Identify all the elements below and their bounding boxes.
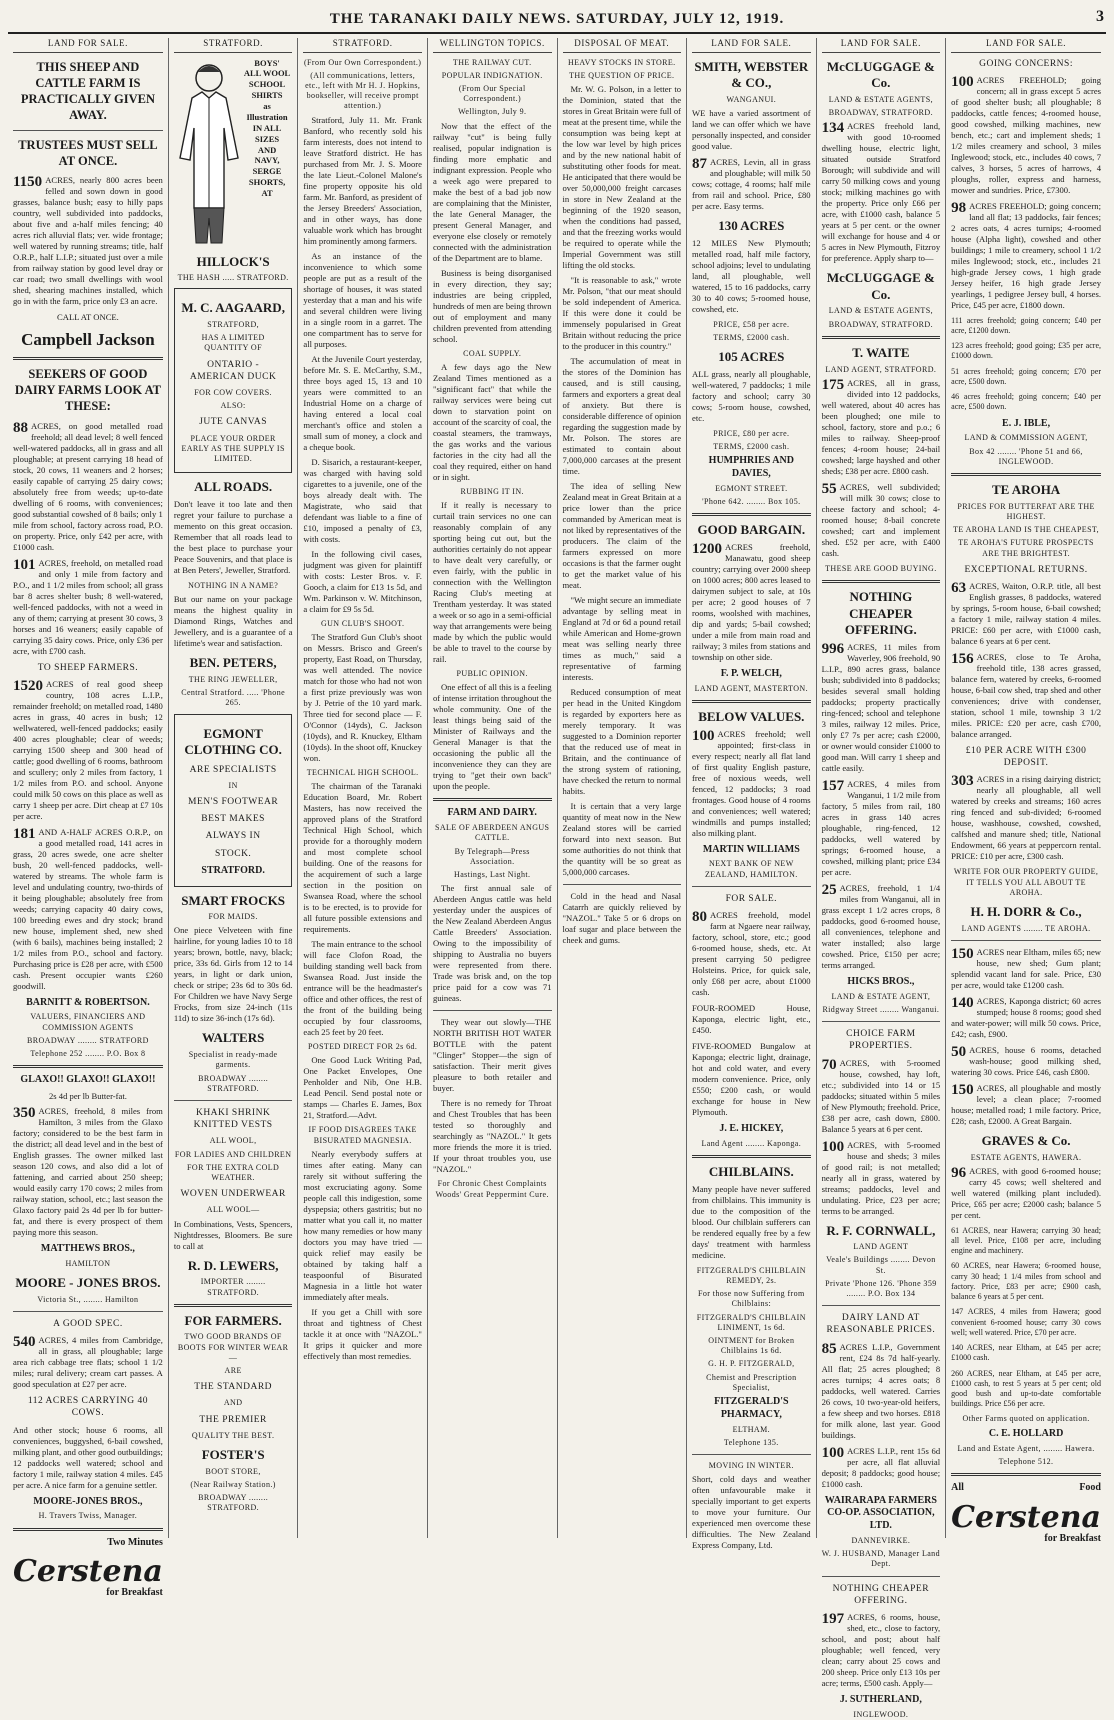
column-3 bbox=[298, 38, 428, 1538]
news-paragraph: If it really is necessary to curtail train services no one can reasonably complain of any sporting being cut out, but the authorities certainly do not appear to have dealt very carefully, or even fairly, with the public in connection with the Wellington Racing Club's meeting at Trentham yesterday. It was stated a week or so ago in a semi-official way that arrangements were being made by which the public would be able to travel to the course by rail. bbox=[432, 500, 552, 665]
firm-address: BROADWAY ........ STRATFORD. bbox=[198, 1073, 269, 1093]
ad-heading: NOTHING CHEAPER OFFERING. bbox=[844, 589, 917, 638]
byline: (From Our Own Correspondent.) bbox=[303, 57, 422, 67]
firm-address: INGLEWOOD. bbox=[853, 1709, 909, 1719]
ad-heading: TRUSTEES MUST SELL AT ONCE. bbox=[18, 137, 158, 168]
firm-name: WAIRARAPA FARMERS CO-OP. ASSOCIATION, LTD. bbox=[824, 1494, 937, 1532]
ad-line: AND bbox=[223, 1398, 243, 1408]
section-heading: SALE OF ABERDEEN ANGUS CATTLE. bbox=[435, 823, 550, 843]
listing: 996 ACRES, 11 miles from Waverley, 906 freehold, 90 L.I.P., 890 acres grass, balance bush; subdivided into 8 paddocks; besides several small holding paddocks; property practically ring-fenced; school and telephone 3 miles, railway 12 miles. Price, only £7 7s per acre; cash £2000, or owner would consider £1000 to good man. Will carry 1 sheep and cattle easily. bbox=[821, 640, 941, 773]
section-heading: HEAVY STOCKS IN STORE. bbox=[567, 57, 676, 67]
shirt-ad bbox=[174, 58, 293, 248]
listing: 150 ACRES near Eltham, miles 65; new house, new shed; Gum plant; splendid vacant land for sale. Price, £30 per acre, would take £1200 cash. bbox=[951, 945, 1101, 990]
listing-text: 111 acres freehold; going concern; £40 per acre, £1200 down. bbox=[951, 315, 1101, 335]
firm-subtitle: ESTATE AGENTS, HAWERA. bbox=[970, 1152, 1082, 1162]
ad-tagline: Two Minutes bbox=[107, 1536, 163, 1548]
firm-address: BROADWAY ........ STRATFORD bbox=[27, 1035, 149, 1045]
firm-name: R. F. CORNWALL, bbox=[826, 1222, 936, 1238]
ad-line: OINTMENT for Broken Chilblains 1s 6d. bbox=[708, 1336, 795, 1356]
news-paragraph: Nearly everybody suffers at times after eating. Many can rarely sit without suffering the most excruciating agony. Some people call this indigestion, some dyspepsia; others gastritis; but no matter what you call it, no matter how many remedies or how many doctors you may have tried — quick relief may easily be obtained by taking half a teaspoonful of Bisurated Magnesia in a little hot water immediately after meals. bbox=[303, 1148, 422, 1302]
news-paragraph: The accumulation of meat in the stores of the Dominion has caused, and is still causing, farmers and exporters a great deal of anxiety. But there is considerable difference of opinion regarding the suggestion made by Mr. Polson. The stores are estimated to contain about 7,000,000 carcases at the present time. bbox=[562, 355, 682, 476]
news-paragraph: In the following civil cases, judgment was given for plaintiff with costs: Lester Bros. v. F. Gooch, a claim for £13 1s 5d, and Wm. Parkinson v. W. Mitchinson, a claim for £9 5s 5d. bbox=[303, 548, 422, 614]
news-paragraph: D. Sisarich, a restaurant-keeper, was charged with having sold cigarettes to a juvenile, one of the boys already dealt with. The Magistrate, who said that defendant was liable to a fine of £10, imposed a penalty of £3, with costs. bbox=[303, 456, 422, 544]
cerstena-ad bbox=[13, 1537, 163, 1601]
listing: 134 ACRES freehold land, with good 10-roomed dwelling house, electric light, situated outside Stratford Borough; will subdivide and will carry 50 milking cows and young stock; milking machines go with the property. Price only £66 per acre, with £1000 cash, balance 5 years at 5 per cent. or the owner will exchange for house and 4 or 5 acres in New Plymouth, Fitzroy for preference. Apply sharp to— bbox=[821, 120, 941, 264]
shirt-ad-text: BOYS' ALL WOOL SCHOOL SHIRTS as Illustration IN ALL SIZES AND NAVY, SERGE SHORTS, AT bbox=[243, 57, 291, 199]
firm-subtitle: Land and Estate Agent, ........ Hawera. bbox=[957, 1443, 1095, 1453]
firm-address: BROADWAY ........ STRATFORD. bbox=[198, 1493, 269, 1513]
ad-heading: CHILBLAINS. bbox=[708, 1163, 794, 1179]
firm-address: BROADWAY, STRATFORD. bbox=[828, 108, 933, 117]
ad-line: ALL WOOL— bbox=[206, 1205, 260, 1215]
news-paragraph: "It is reasonable to ask," wrote Mr. Polson, "that our meat should be sold independent of America. If this were done it could be immensely popularised in Great Britain without reducing the price to the producer in this country." bbox=[562, 274, 682, 351]
listing: 100 ACRES, with 5-roomed house and sheds; 3 miles of good rail; is not metalled; nearly all in grass, watered by streams; paddocks, level and undulating. Price, £23 per acre; terms to be arranged. bbox=[821, 1138, 941, 1216]
cerstena-logo: Cerstena bbox=[951, 1499, 1101, 1535]
ad-heading: TO SHEEP FARMERS. bbox=[37, 662, 139, 673]
ad-line: PRICES FOR BUTTERFAT ARE THE HIGHEST. bbox=[957, 501, 1095, 521]
ad-heading: 130 ACRES bbox=[718, 218, 785, 233]
firm-subtitle: VALUERS, FINANCIERS AND COMMISSION AGENTS bbox=[30, 1012, 146, 1032]
ad-heading: 112 ACRES CARRYING 40 COWS. bbox=[27, 1396, 149, 1419]
listing: 70 ACRES, with 5-roomed house, cowshed, hay loft, etc.; subdivided into 14 or 15 paddocks; situated within 5 miles of New Plymouth; freehold. Price, £38 per acre, cash down, £800. Balance 5 years at 6 per cent. bbox=[821, 1056, 941, 1134]
firm-address: WANGANUI. bbox=[726, 94, 777, 104]
listing-text: FIVE-ROOMED Bungalow at Kaponga; electric light, drainage, hot and cold water, and every modern convenience. Price, only £550; £200 cash, or would exchange for house in New Plymouth. bbox=[692, 1040, 811, 1117]
listing-text: 260 ACRES, near Eltham, at £45 per acre, £1000 cash, to rest 5 years at 5 per cent; old good bush and up-to-date comfortable buildings. Price £56 per acre. bbox=[951, 1368, 1101, 1409]
ad-heading: ALL ROADS. bbox=[194, 479, 273, 495]
listing: 25 ACRES, freehold, 1 1/4 miles from Wanganui, all in grass except 1 1/2 acres crops, 8 paddocks, good 6-roomed house, all conveniences, telephone and water installed; also large cowshed. Price, £150 per acre; terms arranged. bbox=[821, 881, 941, 970]
ad-line: WRITE FOR OUR PROPERTY GUIDE, IT TELLS YOU ALL ABOUT TE AROHA. bbox=[953, 867, 1099, 897]
news-paragraph: Reduced consumption of meat per head in the United Kingdom is regarded by exporters here as merely temporary. It was suggested to a Dominion reporter that the reduced use of meat in Britain, and the continuance of the strong system of rationing, have checked the return to normal habits. bbox=[562, 686, 682, 796]
cerstena-logo: Cerstena bbox=[13, 1554, 163, 1590]
columns bbox=[8, 38, 1106, 1719]
firm-subtitle: LAND AGENT, STRATFORD. bbox=[825, 364, 937, 374]
ad-heading: FOR SALE. bbox=[725, 893, 778, 904]
ad-line: For those now Suffering from Chilblains: bbox=[698, 1289, 805, 1309]
ad-line: THE STANDARD bbox=[194, 1382, 273, 1393]
firm-name: Campbell Jackson bbox=[21, 330, 155, 350]
ad-heading: GOOD BARGAIN. bbox=[697, 522, 806, 538]
column-2 bbox=[169, 38, 299, 1538]
listing: 150 ACRES, all ploughable and mostly level; a clean place; 7-roomed house; metalled road; 1 mile factory. Price, £28; cash, £2000. A Great Bargain. bbox=[951, 1081, 1101, 1126]
ad-tagline: for Breakfast bbox=[106, 1587, 163, 1599]
column-6 bbox=[687, 38, 817, 1551]
news-paragraph: At the Juvenile Court yesterday, before Mr. S. E. McCarthy, S.M., three boys aged 15, 13 and 10 years were committed to an Industrial Home on a charge of having entered a local coal merchant's office and stolen a small sum of money, a clock and a cheque book. bbox=[303, 353, 422, 452]
section-heading: POSTED DIRECT FOR 2s 6d. bbox=[308, 1042, 418, 1052]
firm-name: C. E. HOLLARD bbox=[988, 1427, 1064, 1439]
column-4 bbox=[428, 38, 558, 1538]
firm-address: BROADWAY, STRATFORD. bbox=[828, 319, 933, 329]
firm-name: MOORE - JONES BROS. bbox=[15, 1275, 161, 1291]
firm-name: MATTHEWS BROS., bbox=[40, 1243, 135, 1255]
listing: 101 ACRES, freehold, on metalled road and only 1 mile from factory and P.O., and 1 1/2 miles from school; all grass bar 8 acres shelter bush; 8 well-watered, well-fenced paddocks, with not a weed in any of them; carrying at present 30 cows, 3 horses and 16 weaners; easily capable of carrying 35 dairy cows. Price, only £36 per acre, with £700 cash. bbox=[13, 556, 163, 656]
listing: 63 ACRES, Waiton, O.R.P. title, all best English grasses, 8 paddocks, watered by springs, 5-room house, 6-bail cowshed; a factory 1 mile, railway station 4 miles. PRICE: £60 per acre, with £1000 cash, balance 6 years at 6 per cent. bbox=[951, 580, 1101, 646]
ad-heading: GOING CONCERNS: bbox=[979, 58, 1073, 69]
listing: 55 ACRES, well subdivided; will milk 30 cows; close to cheese factory and school; 4-roomed house; 8-bail concrete cowshed; cart and implement shed. £52 per acre, with £400 cash. bbox=[821, 480, 941, 558]
firm-address: Box 42 ........ 'Phone 51 and 66, INGLEWOOD. bbox=[969, 446, 1083, 466]
firm-subtitle: HAMILTON bbox=[65, 1259, 111, 1268]
dateline: Wellington, July 9. bbox=[458, 107, 527, 117]
section-heading: IF FOOD DISAGREES TAKE BISURATED MAGNESIA. bbox=[308, 1125, 417, 1145]
firm-subtitle: NEXT BANK OF NEW ZEALAND, HAMILTON. bbox=[704, 859, 798, 879]
ad-heading: SMART FROCKS bbox=[181, 892, 285, 908]
masthead-title: THE TARANAKI DAILY NEWS. SATURDAY, JULY 12, 1919. bbox=[329, 10, 785, 27]
ad-heading: EXCEPTIONAL RETURNS. bbox=[964, 564, 1088, 575]
firm-name: HUMPHRIES AND DAVIES, bbox=[708, 455, 794, 479]
ad-line: CALL AT ONCE. bbox=[57, 312, 119, 323]
listing-text: 147 ACRES, 4 miles from Hawera; good convenient 6-roomed house; carry 30 cows well; well watered. Price, £70 per acre. bbox=[951, 1307, 1101, 1337]
firm-name: T. WAITE bbox=[852, 344, 910, 360]
ad-line: Other Farms quoted on application. bbox=[962, 1414, 1090, 1424]
section-heading: FARM AND DAIRY. bbox=[447, 807, 537, 819]
column-heading: LAND FOR SALE. bbox=[13, 38, 163, 53]
firm-name: HICKS BROS., bbox=[847, 975, 915, 987]
ad-heading: NOTHING IN A NAME? bbox=[188, 580, 279, 590]
firm-name: McCLUGGAGE & Co. bbox=[826, 270, 935, 302]
listing: 175 ACRES, all in grass, divided into 12 paddocks, well watered, about 40 acres has been ploughed; one mile to school, factory, store and p.o.; 6 miles to railway. Sheep-proof fences; 4-room house; 24-bail cowshed; large hayshed and other sheds; £38 per acre. £800 cash. bbox=[821, 376, 941, 476]
ad-text: Short, cold days and weather often unfavourable make it specially important to get experts to move your furniture. Our experienced men overcome these difficulties. The New Zealand Express Company, Ltd. bbox=[692, 1474, 811, 1551]
firm-address: Veale's Buildings ........ Devon St. bbox=[826, 1255, 936, 1275]
ad-heading: SEEKERS OF GOOD DAIRY FARMS LOOK AT THESE: bbox=[14, 366, 162, 414]
ad-line: FOR LADIES AND CHILDREN bbox=[174, 1149, 292, 1159]
ad-line: THESE ARE GOOD BUYING. bbox=[825, 563, 937, 573]
column-heading: WELLINGTON TOPICS. bbox=[433, 38, 552, 53]
firm-name: HILLOCK'S bbox=[196, 253, 270, 269]
listing: 88 ACRES, on good metalled road freehold; all dead level; 8 well fenced well-watered paddocks, all in grass and all ploughable; at present carrying 18 head of stock, 20 cows, 11 weaners and 2 horses; easily capable of carrying 25 dairy cows; absolutely free from weeds; up-to-date dwelling of 6 rooms, with conveniences; good substantial cowshed of 8 bails; only 1 mile from school, factory across road, P.O. on property. Price, only £42 per acre, with £1000 cash. bbox=[13, 419, 163, 552]
news-paragraph: If you get a Chill with sore throat and tightness of Chest tackle it at once with "NAZOL." It grips it quicker and more effectively than most remedies. bbox=[303, 1306, 422, 1361]
news-paragraph: Mr. W. G. Polson, in a letter to the Dominion, stated that the stores in Great Britain were full of meat at the present time, while the consumption was being kept at the low war level by high prices and by the new national habit of substituting other foods for meat. He anticipated that there would be over 50,000,000 freight carcases in store in New Zealand at the beginning of the 1920 season, when the conditions had passed, and that the freezing works would be required to operate while the Imperial Government was still lifting the old stocks. bbox=[562, 83, 682, 270]
ad-tagline: for Breakfast bbox=[1044, 1532, 1101, 1544]
listing: 100 ACRES FREEHOLD; going concern; all in grass except 5 acres of good shelter bush; all ploughable; 8 paddocks, cattle fences; 4-roomed house, good cowshed, milking machines, new bench, etc.; cart and implement sheds; 1 1/2 miles creamery and school, 3 miles Inglewood; stock, etc., includes 40 cows, 7 calves, 3 horses, 5 acres of harrows, 4 ploughs, roller, express and harness, mower and sundries. Price, £7300. bbox=[951, 73, 1101, 195]
firm-name: R. D. LEWERS, bbox=[187, 1257, 279, 1273]
firm-name: SMITH, WEBSTER & CO., bbox=[694, 58, 809, 91]
firm-subtitle: LAND AGENT, MASTERTON. bbox=[694, 683, 808, 693]
news-paragraph: A few days ago the New Zealand Times mentioned as a "significant fact" that while the railway services were being cut down to starvation point on account of the scarcity of coal, the coastal steamers, the tramways, the gas works and the various factories in the city had all the coal they required, either on hand or in sight. bbox=[432, 361, 552, 482]
listing: 157 ACRES, 4 miles from Wanganui, 1 1/2 mile from factory, 5 miles from rail, 180 acres in grass 140 acres ploughable, ring-fenced, 12 paddocks, well watered by springs; 6-roomed house, a cowshed, milking plant; price £34 per acre. bbox=[821, 777, 941, 877]
firm-address: IMPORTER ........ STRATFORD. bbox=[200, 1277, 266, 1297]
column-heading: DISPOSAL OF MEAT. bbox=[563, 38, 682, 53]
ad-heading: DAIRY LAND AT REASONABLE PRICES. bbox=[826, 1313, 936, 1336]
listing: 181 AND A-HALF ACRES O.R.P., on a good metalled road, 141 acres in grass, 20 acres swede, one acre shelter bush, 20 well-fenced paddocks, well-watered by streams. The whole farm is level and undulating country, two-thirds of it being ploughable; absolutely free from weeds; carrying capacity 40 dairy cows, 100 breeding ewes and dry stock; brand new house, implement shed, new shed (with 6 bails), machines being installed; 2 1/2 miles from P.O., school and factory. Purchasing price is £28 per acre, with £500 cash. Present occupier wants £260 goodwill. bbox=[13, 825, 163, 991]
boy-in-shirt-illustration bbox=[174, 58, 244, 248]
ad-text: There is no remedy for Throat and Chest Troubles that has been tested so thoroughly and searchingly as "NAZOL." It gets more friends the more it is tried. If your throat troubles you, use "NAZOL." bbox=[432, 1098, 552, 1175]
listing-terms: TERMS, £2000 cash. bbox=[713, 332, 790, 342]
ad-text: They wear out slowly—THE NORTH BRITISH HOT WATER BOTTLE with the patent "Clinger" Stopper—the sign of satisfaction. Their merit gives pleasure to both retailer and buyer. bbox=[432, 1017, 552, 1094]
byline: (From Our Special Correspondent.) bbox=[458, 83, 526, 104]
ad-line: THE PREMIER bbox=[199, 1414, 267, 1425]
news-paragraph: One effect of all this is a feeling of intense irritation throughout the whole community. One of the least things being said of the Minister of Railways and the General Manager is that the occasioning the public all the inconvenience they can they are trying to "get their own back" upon the people. bbox=[432, 682, 552, 792]
ad-line: TE AROHA'S FUTURE PROSPECTS ARE THE BRIGHTEST. bbox=[958, 538, 1094, 558]
news-paragraph: Stratford, July 11. Mr. Frank Banford, who recently sold his farm interests, does not intend to leave Stratford district. He has purchased from Mr. J. S. Moore the late Lieut.-Colonel Malone's fine property opposite his old farm. Mr. Banford, as president of the Jersey Breeders' Association, and in other ways, has done valuable work which has brought him prominently among farmers. bbox=[303, 114, 422, 246]
listing-price: PRICE, £80 per acre. bbox=[713, 428, 790, 438]
listing: 100 ACRES L.I.P., rent 15s 6d per acre, all flat alluvial deposit; 8 paddocks; good house; £1000 cash. bbox=[821, 1444, 941, 1489]
firm-subtitle: LAND AGENTS ........ TE AROHA. bbox=[961, 923, 1091, 933]
firm-name: H. H. DORR & Co., bbox=[970, 904, 1082, 920]
masthead bbox=[8, 6, 1106, 34]
firm-name: WALTERS bbox=[201, 1030, 265, 1046]
news-paragraph: It is certain that a very large quantity of meat now in the New Zealand stores will be carried forward into next season. But some authorities do not think that the quantity will be so great as 5,000,000 carcases. bbox=[562, 800, 682, 877]
news-paragraph: Now that the effect of the railway "cut" is being fully realised, popular indignation is finding more emphatic and indignant expression. People who a week ago were prepared to make the best of a bad job now are complaining that the Minister, the late General Manager, the present General Manager, and everyone else closely or remotely connected with the administration of the Department are to blame. bbox=[432, 120, 552, 263]
column-heading: LAND FOR SALE. bbox=[822, 38, 941, 53]
firm-address: EGMONT STREET. bbox=[715, 483, 788, 493]
ad-line: For Chronic Chest Complaints Woods' Great Peppermint Cure. bbox=[435, 1179, 549, 1199]
listing-text: 60 ACRES, near Hawera; 6-roomed house, carry 30 head; 1 1/4 miles from school and factory. Price, £83 per acre; £900 cash, balance 6 years at 5 per cent. bbox=[951, 1261, 1101, 1302]
ad-tagline: Food bbox=[1079, 1481, 1101, 1493]
firm-subtitle: LAND & ESTATE AGENTS, bbox=[828, 94, 933, 104]
column-1 bbox=[8, 38, 169, 1599]
dateline: Hastings, Last Night. bbox=[454, 870, 531, 880]
firm-subtitle: LAND & ESTATE AGENTS, bbox=[828, 306, 933, 316]
ad-heading: TE AROHA bbox=[991, 482, 1061, 498]
ad-subheading: FOR MAIDS. bbox=[208, 912, 258, 922]
ad-text: Many people have never suffered from chilblains. This immunity is due to the composition of the blood. Our chilblain sufferers can be rendered equally free by a few days' treatment with harmless medicine. bbox=[692, 1183, 811, 1260]
news-paragraph: "We might secure an immediate advantage by selling meat in England at 7d or 6d a pound retail while American and Home-grown meat was selling nearly three times as much," said a representative of farming interests. bbox=[562, 594, 682, 682]
ad-heading: £10 PER ACRE WITH £300 DEPOSIT. bbox=[965, 746, 1087, 769]
ad-heading: MOVING IN WINTER. bbox=[708, 1461, 794, 1471]
listing-text: And other stock; house 6 rooms, all conveniences, buggyshed, 6-bail cowshed, milking plant, and other good outbuildings; 12 paddocks well watered; school and factory 1 mile, railway station 4 miles. £45 per acre. A nice farm for a genuine settler. bbox=[13, 1424, 163, 1490]
listing: 540 ACRES, 4 miles from Cambridge, all in grass, all ploughable; large area rich cabbage tree flats; school 1 1/2 miles; rural delivery; cream cart passes. A good speculation at £27 per acre. bbox=[13, 1334, 163, 1390]
listing-text: ALL grass, nearly all ploughable, well-watered, 7 paddocks; 1 mile factory and school; carry 30 cows; 5-room house, cowshed, etc. bbox=[692, 368, 811, 423]
section-heading: RUBBING IT IN. bbox=[460, 486, 524, 496]
listing: 96 ACRES, with good 6-roomed house; carry 45 cows; well sheltered and well watered (milking plant included). Price, £65 per acre; £2000 cash; balance 5 per cent. bbox=[951, 1164, 1101, 1220]
ad-heading: A GOOD SPEC. bbox=[53, 1319, 123, 1330]
ad-heading: FOR FARMERS. bbox=[184, 1312, 282, 1328]
firm-telephone: 'Phone 642. ........ Box 105. bbox=[702, 497, 801, 507]
column-5 bbox=[558, 38, 688, 1538]
listing-text: 61 ACRES, near Hawera; carrying 30 head; all level. Price, £108 per acre, including engine and machinery. bbox=[951, 1225, 1101, 1256]
firm-address: (Near Railway Station.) bbox=[190, 1479, 276, 1489]
firm-name: F. P. WELCH, bbox=[720, 667, 782, 679]
firm-name: FOSTER'S bbox=[201, 1447, 265, 1463]
ad-tagline: All bbox=[951, 1481, 964, 1493]
column-heading: STRATFORD. bbox=[303, 38, 422, 53]
ad-text: But our name on your package means the highest quality in Diamond Rings, Watches and Jewellery, and is a guarantee of a lifetime's wear and satisfaction. bbox=[173, 594, 293, 649]
firm-subtitle: Land Agent ........ Kaponga. bbox=[701, 1138, 802, 1148]
listing-text: 12 MILES New Plymouth; metalled road, half mile factory, school adjoins; level to undulating land, all ploughable, well watered, 15 to 16 paddocks, carry 30 to 40 cows; 5-roomed house, cowshed, etc. bbox=[692, 237, 811, 314]
firm-name: McCLUGGAGE & Co. bbox=[826, 58, 935, 91]
ad-line: QUALITY THE BEST. bbox=[191, 1430, 275, 1440]
firm-subtitle: LAND & ESTATE AGENT, bbox=[831, 991, 931, 1001]
news-paragraph: As an instance of the inconvenience to which some people are put as a result of the shortage of houses, it was stated yesterday that a man and his wife and several children were living in a single room in a garret. The one compartment has to serve for all purposes. bbox=[303, 250, 422, 349]
ad-subheading: 2s 4d per lb Butter-fat. bbox=[48, 1091, 127, 1102]
firm-subtitle: W. J. HUSBAND, Manager Land Dept. bbox=[821, 1549, 940, 1569]
firm-telephone: Private 'Phone 126. 'Phone 359 ........ P.O. Box 134 bbox=[825, 1278, 937, 1299]
listing: 303 ACRES in a rising dairying district; nearly all ploughable, all well watered by creeks and streams; 160 acres ring fenced and sub-divided; 6-roomed house, washhouse, cowshed, cowshed, calfshed and manure shed; title, National Endowment, 66 years at peppercorn rental. PRICE: £10 per acre, £300 cash. bbox=[951, 773, 1101, 862]
cerstena-ad bbox=[951, 1482, 1101, 1546]
firm-telephone: Telephone 512. bbox=[998, 1456, 1054, 1466]
firm-name: FITZGERALD'S PHARMACY, bbox=[714, 1396, 789, 1420]
firm-address: Victoria St., ........ Hamilton bbox=[37, 1294, 139, 1304]
section-heading: POPULAR INDIGNATION. bbox=[441, 70, 543, 80]
firm-address: ELTHAM. bbox=[732, 1424, 771, 1434]
column-8 bbox=[946, 38, 1106, 1544]
news-paragraph: The Stratford Gun Club's shoot on Messrs. Brisco and Green's property, East Road, on Thursday, was well attended. The novice match for those who had not won a first prize previously was won by J. Petrie of the 10 yard mark. Three tied for second place — F. O'Connor (14yds), C. Jackson (10yds), and R. Knuckey, Eltham (10yds). In the shoot off, Knuckey won. bbox=[303, 631, 422, 763]
ad-heading: THIS SHEEP AND CATTLE FARM IS PRACTICALLY GIVEN AWAY. bbox=[20, 59, 156, 123]
firm-subtitle: THE RING JEWELLER, bbox=[188, 674, 278, 684]
ad-text: In Combinations, Vests, Spencers, Nightdresses, Bloomers. Be sure to call at bbox=[173, 1218, 293, 1251]
firm-address: Ridgway Street ........ Wanganui. bbox=[822, 1004, 940, 1014]
listing: 197 ACRES, 6 rooms, house, shed, etc., close to factory, school, and post; about half ploughable; well fenced, very clean; carry about 25 cows and 200 sheep. Price only £13 10s per acre; terms, £500 cash. Apply— bbox=[821, 1611, 941, 1689]
listing: 140 ACRES, Kaponga district; 60 acres stumped; house 8 rooms; good shed and water-power; will milk 50 cows. Price, £42; cash, £900. bbox=[951, 994, 1101, 1039]
firm-subtitle: Specialist in ready-made garments. bbox=[188, 1050, 278, 1070]
news-paragraph: The idea of selling New Zealand meat in Great Britain at a price lower than the price commanded by American meat is not liked by representatives of the producers. The claim of the farmers expressed on more occasions is that the farmer ought to get the market value of his meat. bbox=[562, 480, 682, 590]
listing-text: 123 acres freehold; good going; £35 per acre, £1000 down. bbox=[951, 341, 1101, 361]
firm-name: GRAVES & Co. bbox=[981, 1132, 1071, 1148]
ad-heading: 105 ACRES bbox=[718, 349, 785, 365]
ad-text: Don't leave it too late and then regret your failure to purchase a memento on this great occasion. Remember that all roads lead to the best place to purchase your Peace Souvenirs, and that place is at Ben Peters', Jeweller, Stratford. bbox=[173, 498, 293, 575]
listing-price: PRICE, £58 per acre. bbox=[713, 319, 790, 329]
section-heading: TECHNICAL HIGH SCHOOL. bbox=[306, 767, 419, 777]
ad-line: TE AROHA LAND IS THE CHEAPEST, bbox=[953, 525, 1100, 535]
section-heading: PUBLIC OPINION. bbox=[456, 669, 528, 679]
ad-text: One piece Velveteen with fine hairline, for young ladies 10 to 18 years; brown, bottle, navy, black; price, 33s 6d. Girls from 12 to 14 years, in light or dark union, check or stripe; 23s 6d to 30s 6d. For Children we have Navy Serge Frocks, from size 24-inch (11s 11d) to size 36-inch (17s 6d). bbox=[173, 925, 293, 1024]
note: (All communications, letters, etc., left with Mr H. J. Hopkins, bookseller, will receive prompt attention.) bbox=[305, 70, 421, 111]
listing: 1520 ACRES of real good sheep country, 108 acres L.I.P., remainder freehold; on metalled road, 1480 acres in grass, 40 acres in bush; 12 wellwatered, well-fenced paddocks; easily 400 acres ploughable; clear of weeds; carrying 1500 sheep and 300 head of cattle; good dwelling of 6 rooms, bathroom and scullery; only 2 miles from factory, 1 1/2 miles from P.O. and school. Anyone could milk 50 cows on this place as well as carry 1 sheep per acre. Dirt cheap at £7 10s per acre. bbox=[13, 677, 163, 821]
listing: 85 ACRES L.I.P., Government rent, £24 8s 7d half-yearly. All flat; 25 acres ploughed; 8 acres turnips; 4 acres oats; 8 paddocks, well watered. Carries 26 cows, 10 two-year-old heifers, a few sheep and two horses. £818 for milk alone, last year. Good buildings. bbox=[821, 1340, 941, 1440]
listing: 50 ACRES, house 6 rooms, detached wash-house; good milking shed, watering 30 cows. Price £46, cash £800. bbox=[951, 1043, 1101, 1077]
firm-name: BARNITT & ROBERTSON. bbox=[26, 996, 150, 1008]
listing-text: FOUR-ROOMED House, Kaponga, electric light, etc., £450. bbox=[692, 1002, 811, 1035]
column-heading: STRATFORD. bbox=[174, 38, 293, 53]
ad-line: ARE bbox=[224, 1366, 242, 1376]
byline: By Telegraph—Press Association. bbox=[454, 846, 530, 866]
firm-address: DANNEVIRKE. bbox=[851, 1536, 911, 1545]
ad-heading: WOVEN UNDERWEAR bbox=[180, 1189, 286, 1200]
section-heading: GUN CLUB'S SHOOT. bbox=[320, 618, 405, 628]
firm-telephone: Telephone 252 ........ P.O. Box 8 bbox=[30, 1049, 146, 1059]
ad-heading: BELOW VALUES. bbox=[698, 708, 805, 724]
listing: 156 ACRES, close to Te Aroha, freehold title, 138 acres grassed, balance fern, watered by creeks, 6-roomed house, 6-bail cow shed, trap shed and other conveniences; drive with condenser, station, school 1 mile, township 3 1/2 miles. PRICE: £20 per acre, cash £700, balance arranged. bbox=[951, 651, 1101, 739]
listing: 100 ACRES freehold; well appointed; first-class in every respect; nearly all flat land of first quality English pasture, free of noxious weeds, well fenced, 12 paddocks; 3 road frontages. Good house of 4 rooms and conveniences; well watered; windmills and pumps installed; also milking plant. bbox=[692, 727, 811, 838]
ad-text: Cold in the head and Nasal Catarrh are quickly relieved by "NAZOL." Take 5 or 6 drops on loaf sugar and place between the cheek and gums. bbox=[562, 890, 682, 945]
news-paragraph: One Good Luck Writing Pad, One Packet Envelopes, One Penholder and Nib, One H.B. Lead Pencil. Send postal note or stamps — Charles E. James, Box 21, Stratford.—Advt. bbox=[303, 1055, 422, 1121]
ad-line: FITZGERALD'S CHILBLAIN LINIMENT, 1s 6d. bbox=[696, 1312, 806, 1332]
firm-subtitle: LAND & COMMISSION AGENT, bbox=[964, 433, 1088, 443]
listing-text: 51 acres freehold; going concern; £70 per acre, £500 down. bbox=[951, 366, 1101, 386]
listing: 98 ACRES FREEHOLD; going concern; land all flat; 13 paddocks, fair fences; 2 acres oats, 4 acres turnips; 4-roomed house (Alpha light), cowshed and other buildings; 1 mile to creamery, school 1 1/2 miles Inglewood; stock, etc., includes 21 high-grade Jersey cows, 1 high grade Jersey heifer, 16 high grade Jersey yearlings, 1 pedigree Jersey bull, 4 horses. Price, £45 per acre, £1800 down. bbox=[951, 199, 1101, 310]
firm-name: MOORE-JONES BROS., bbox=[33, 1495, 143, 1507]
listing: 350 ACRES, freehold, 8 miles from Hamilton, 3 miles from the Glaxo factory; considered to be the best farm in the district; all dead level and in the best of English grasses. The owner milked last season 120 cows, and also did a lot of fattening, and carried about 250 sheep; would easily carry 170 cows; 2 miles from railway station, school, etc.; last season the Glaxo factory paid 2s 4d per lb for butter-fat, and there is every prospect of them paying more this season. bbox=[13, 1105, 163, 1238]
news-paragraph: The chairman of the Taranaki Education Board, Mr. Robert Masters, has now received the approved plans of the Stratford Technical High School, which provide for a thoroughly modern and most complete school building. One of the reasons for the acquirement of such a large section in the position on Swansea Road, where the school is to be erected, is to provide for all future possible extensions and requirements. bbox=[303, 781, 422, 935]
ad-heading: GLAXO!! GLAXO!! GLAXO!! bbox=[20, 1074, 156, 1086]
ad-heading: KHAKI SHRINK KNITTED VESTS bbox=[193, 1108, 273, 1131]
firm-address: Central Stratford. ..... 'Phone 265. bbox=[181, 688, 286, 708]
listing-text: 46 acres freehold; going concern; £40 per acre, £500 down. bbox=[951, 392, 1101, 412]
firm-address: THE HASH ..... STRATFORD. bbox=[177, 273, 289, 283]
ad-heading: CHOICE FARM PROPERTIES. bbox=[846, 1029, 916, 1052]
firm-subtitle: H. Travers Twiss, Manager. bbox=[38, 1511, 138, 1521]
firm-name: E. J. IBLE, bbox=[1002, 417, 1051, 429]
firm-subtitle: Chemist and Prescription Specialist, bbox=[706, 1372, 797, 1392]
news-paragraph: The first annual sale of Aberdeen Angus cattle was held yesterday under the auspices of the New Zealand Aberdeen Angus Cattle Breeders' Association. Owing to the impossibility of shipping to Australia no buyers were represented from there. Trade was brisk and, on the top price paid for a cow was 71 guineas. bbox=[432, 883, 552, 1004]
listing: 1200 ACRES freehold, Manawatu, good sheep country; carrying over 2000 sheep on 1000 acres; 800 acres leased to dairymen subject to sale, at 10s per acre; 2 good houses of 7 rooms, woolshed with machines, dip and yards; 5-bail cowshed; under a mile from main road and railway; 3 miles from stations and township on other side. bbox=[692, 540, 811, 662]
listing: 87 ACRES, Levin, all in grass and ploughable; will milk 50 cows; cottage, 4 rooms; half mile from rail and school. Price, £80 per acre. Easy terms. bbox=[692, 156, 811, 211]
section-heading: THE RAILWAY CUT. bbox=[452, 57, 532, 67]
ad-line: ALL WOOL, bbox=[209, 1136, 257, 1146]
firm-name: BEN. PETERS, bbox=[189, 655, 277, 671]
ad-text: WE have a varied assortment of land we can offer which we have personally inspected, and consider good value. bbox=[692, 108, 811, 151]
page-number: 3 bbox=[1096, 8, 1104, 25]
firm-telephone: Telephone 135. bbox=[723, 1438, 779, 1448]
news-paragraph: Business is being disorganised in every direction, they say; industries are being crippled, hundreds of men are being thrown out of employment and many children prevented from attending school. bbox=[432, 267, 552, 344]
listing: 80 ACRES freehold, model farm at Ngaere near railway, factory, school, store, etc.; good 6-roomed house, sheds, etc. At present carrying 50 pedigree Holsteins. Price, for quick sale, only £68 per acre, about £1000 cash. bbox=[692, 908, 811, 997]
ad-heading: NOTHING CHEAPER OFFERING. bbox=[832, 1583, 930, 1606]
firm-name: J. SUTHERLAND, bbox=[839, 1694, 922, 1706]
firm-name: J. E. HICKEY, bbox=[719, 1122, 784, 1134]
firm-name: G. H. P. FITZGERALD, bbox=[708, 1359, 795, 1369]
column-heading: LAND FOR SALE. bbox=[951, 38, 1101, 53]
aagaard-ad: M. C. AAGAARD, STRATFORD, HAS A LIMITED QUANTITY OF ONTARIO - AMERICAN DUCK FOR COW COVERS. ALSO: JUTE CANVAS PLACE YOUR ORDER EARLY AS THE SUPPLY IS LIMITED. bbox=[174, 288, 293, 473]
section-heading: THE QUESTION OF PRICE. bbox=[569, 70, 675, 80]
news-paragraph: The main entrance to the school will face Clofon Road, the building standing well back from Swansea Road. Just inside the entrance will be the headmaster's office and other offices, the rest of the front of the building being occupied by four classrooms, each 25 feet by 20 feet. bbox=[303, 939, 422, 1038]
column-heading: LAND FOR SALE. bbox=[692, 38, 811, 53]
section-heading: COAL SUPPLY. bbox=[463, 348, 522, 358]
ad-line: FOR THE EXTRA COLD WEATHER. bbox=[187, 1162, 280, 1183]
column-7 bbox=[817, 38, 947, 1719]
listing: 1150 ACRES, nearly 800 acres been felled and sown down in good grasses, balance bush; easy to hilly paps country, well subdivided into paddocks, about five and a-half miles fencing; 40 acres rich alluvial flats; ver. wide frontage; well watered by running streams; title, half O.R.P., half L.I.P.; situated just over a mile from railway station by good level dray or car road; two small dwellings with wool shed, shearing machines installed, which go in with the farm, price only £3 an acre. bbox=[13, 174, 163, 307]
listing-terms: TERMS, £2000 cash. bbox=[713, 441, 790, 451]
ad-line: TWO GOOD BRANDS OF BOOTS FOR WINTER WEAR — bbox=[177, 1332, 289, 1362]
ad-line: FITZGERALD'S CHILBLAIN REMEDY, 2s. bbox=[696, 1265, 806, 1285]
firm-subtitle: LAND AGENT bbox=[853, 1242, 909, 1252]
listing-text: 140 ACRES, near Eltham, at £45 per acre; £1000 cash. bbox=[951, 1343, 1101, 1363]
egmont-ad: EGMONT CLOTHING CO. ARE SPECIALISTS IN MEN'S FOOTWEAR BEST MAKES ALWAYS IN STOCK. STRATFORD. bbox=[174, 714, 293, 887]
firm-subtitle: BOOT STORE, bbox=[205, 1466, 261, 1476]
firm-name: MARTIN WILLIAMS bbox=[702, 843, 800, 855]
